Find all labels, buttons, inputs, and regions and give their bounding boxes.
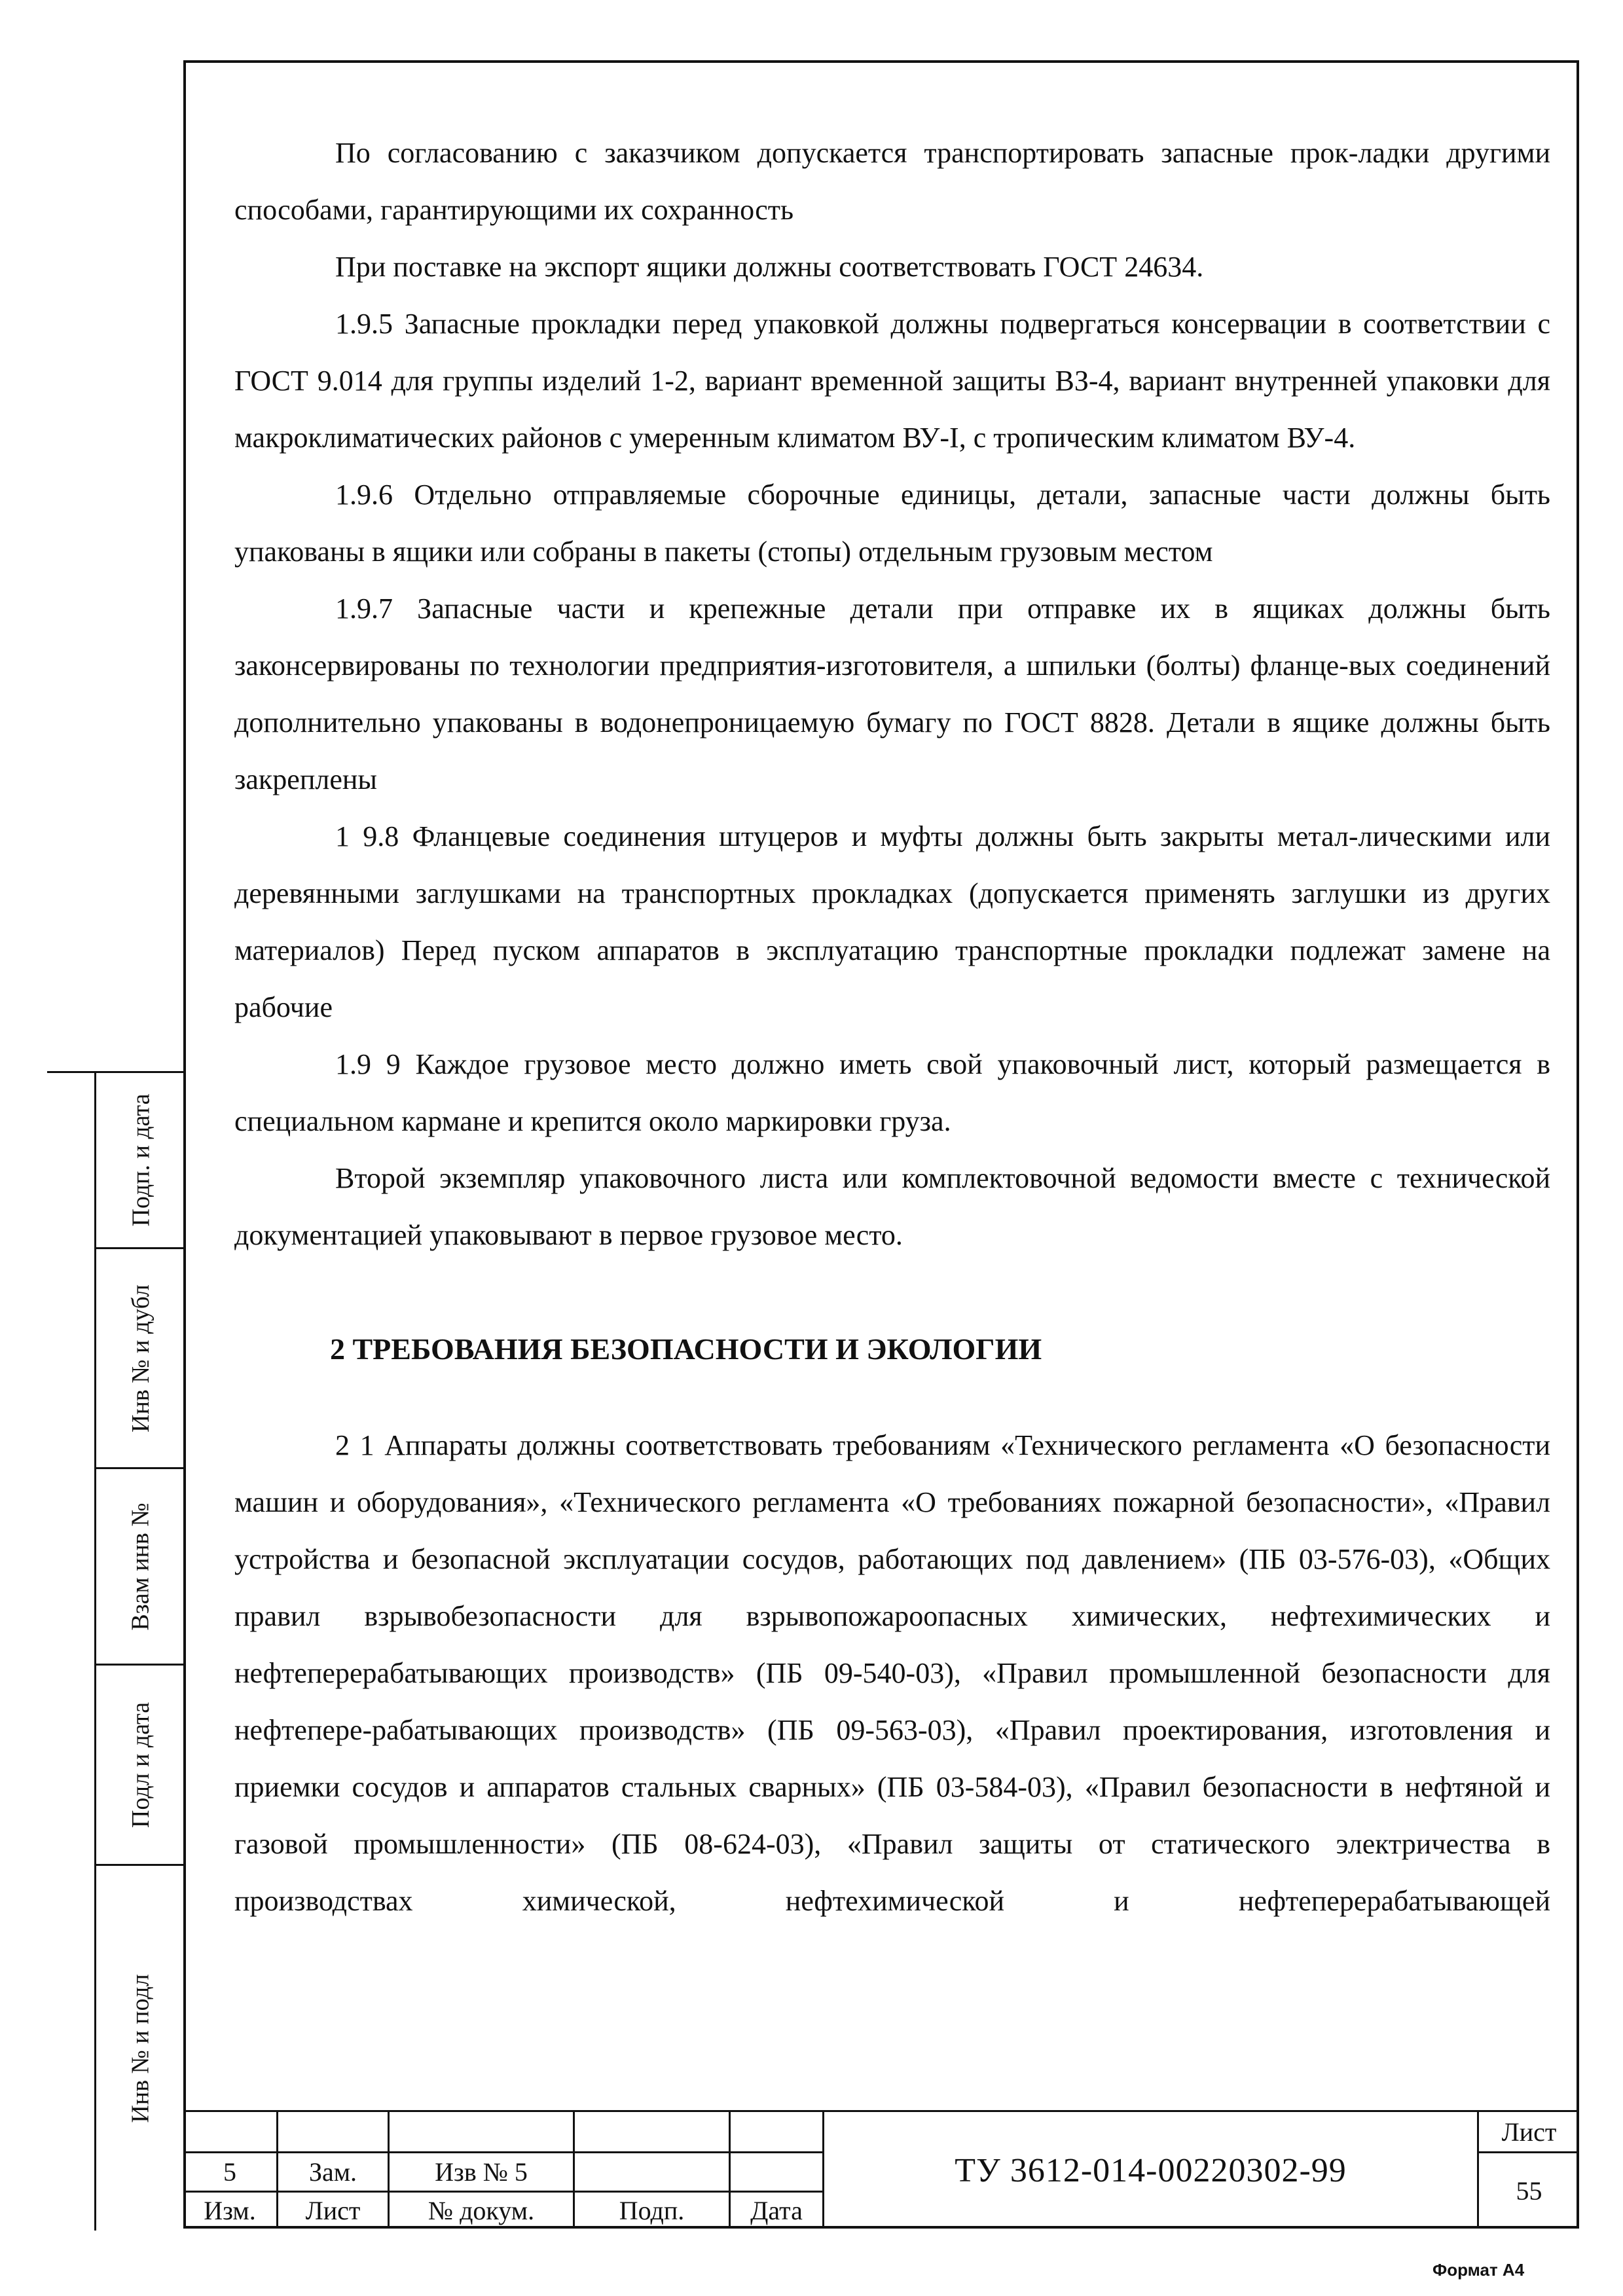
sheet-number: 55 (1477, 2151, 1579, 2229)
section-paragraph: 2 1 Аппараты должны соответствовать требованиям «Технического регламента «О безопасности машин и оборудования», «Технического регламента «О требованиях пожарной безопасности», «Правил устройства и безопасной эксплуатации сосудов, работающих под давлением» (ПБ 03-576-03), «Общих правил взрывобезопасности для взрывопожароопасных химических, нефтехимических и нефтеперерабатывающих производств» (ПБ 09-540-03), «Правил промышленной безопасности для нефтепере-рабатывающих производств» (ПБ 09-563-03), «Правил проектирования, изготовления и приемки сосудов и аппаратов стальных сварных» (ПБ 03-584-03), «Правил безопасности в нефтяной и газовой промышленности» (ПБ 08-624-03), «Правил защиты от статического электричества в производствах химической, нефтехимической и нефтеперерабатывающей (234, 1429, 1550, 1917)
stamp-cell (573, 2151, 729, 2191)
side-cell-orig-sign-date (94, 1664, 183, 1864)
side-label: Инв № и дубл (127, 1284, 155, 1432)
stamp-cell (388, 2110, 573, 2151)
paragraph: 1 9.8 Фланцевые соединения штуцеров и муфты должны быть закрыты метал-лическими или деревянными заглушками на транспортных прокладках (допускается применять заглушки из других материалов) Перед пуском аппаратов в эксплуатацию транспортные прокладки подлежат замене на рабочие (234, 820, 1550, 1023)
side-cell-sign-date (94, 1073, 183, 1247)
side-label: Подп. и дата (127, 1093, 155, 1227)
stamp-cell (729, 2151, 822, 2191)
stamp-rev-doc: Изв № 5 (388, 2151, 573, 2191)
side-label: Взам инв № (127, 1502, 155, 1631)
document-code: ТУ 3612-014-00220302-99 (822, 2110, 1477, 2229)
stamp-header-change: Изм. (183, 2191, 276, 2229)
paragraph: 1.9.7 Запасные части и крепежные детали при отправке их в ящиках должны быть законсервированы по технологии предприятия-изготовителя, а шпильки (болты) фланце-вых соединений дополнительно упакованы в водонепроницаемую бумагу по ГОСТ 8828. Детали в ящике должны быть закреплены (234, 592, 1550, 795)
paragraph: 1.9.5 Запасные прокладки перед упаковкой должны подвергаться консервации в соответствии с ГОСТ 9.014 для группы изделий 1-2, вариант временной защиты ВЗ-4, вариант внутренней упаковки для макроклиматических районов с умеренным климатом ВУ-I, с тропическим климатом ВУ-4. (234, 308, 1550, 454)
side-label: Подл и дата (127, 1702, 155, 1828)
stamp-rev-number: 5 (183, 2151, 276, 2191)
sheet-label: Лист (1477, 2110, 1579, 2151)
stamp-header-sheet: Лист (276, 2191, 388, 2229)
side-cell-orig-inv (94, 1864, 183, 2231)
title-block (183, 2110, 1579, 2229)
paragraph: Второй экземпляр упаковочного листа или комплектовочной ведомости вместе с технической документацией упаковывают в первое грузовое место. (234, 1162, 1550, 1251)
stamp-rev-change: Зам. (276, 2151, 388, 2191)
paragraph: 1.9.6 Отдельно отправляемые сборочные единицы, детали, запасные части должны быть упакованы в ящики или собраны в пакеты (стопы) отдельным грузовым местом (234, 479, 1550, 568)
stamp-cell (276, 2110, 388, 2151)
stamp-cell (573, 2110, 729, 2151)
stamp-header-date: Дата (729, 2191, 822, 2229)
side-cell-dup-inv (94, 1247, 183, 1467)
paragraph: По согласованию с заказчиком допускается транспортировать запасные прок-ладки другими способами, гарантирующими их сохранность (234, 137, 1550, 226)
stamp-header-doc: № докум. (388, 2191, 573, 2229)
stamp-header-sign: Подп. (573, 2191, 729, 2229)
section-heading: 2 ТРЕБОВАНИЯ БЕЗОПАСНОСТИ И ЭКОЛОГИИ (330, 1332, 1042, 1366)
paragraph: 1.9 9 Каждое грузовое место должно иметь свой упаковочный лист, который размещается в специальном кармане и крепится около маркировки груза. (234, 1048, 1550, 1137)
stamp-cell (729, 2110, 822, 2151)
stamp-cell (183, 2110, 276, 2151)
paragraph: При поставке на экспорт ящики должны соответствовать ГОСТ 24634. (335, 251, 1204, 283)
document-body (234, 124, 1550, 1929)
format-label: Формат А4 (1432, 2260, 1525, 2280)
side-label: Инв № и подл (127, 1973, 155, 2123)
side-cell-repl-inv (94, 1467, 183, 1664)
side-strip (47, 1071, 183, 2231)
